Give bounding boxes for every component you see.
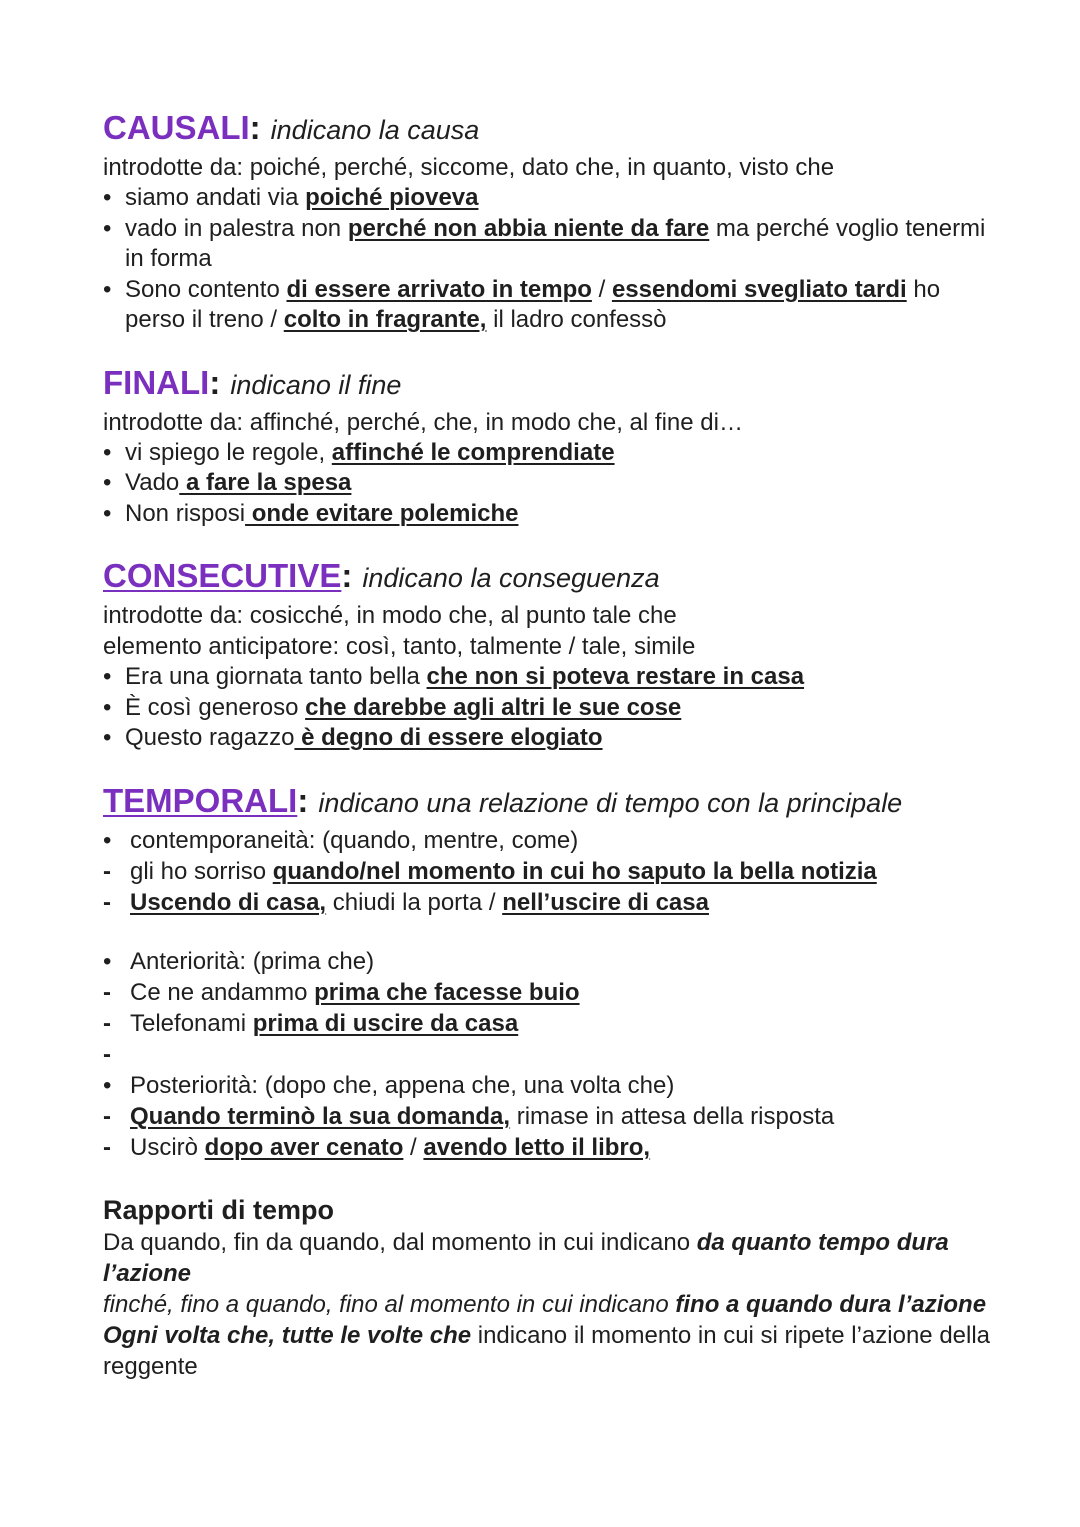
item-bold: nell’uscire di casa [502, 888, 709, 916]
item-bold: poiché pioveva [305, 184, 479, 211]
item-text: / [591, 275, 612, 303]
item-bold: Quando terminò la sua domanda, [130, 1102, 511, 1130]
dash-icon: - [103, 1102, 111, 1130]
item-text: Era una giornata tanto bella [125, 663, 427, 690]
causali-intro: introdotte da: poiché, perché, siccome, dato che, in quanto, visto che [103, 154, 835, 181]
finali-colon: : [209, 363, 221, 401]
item-bold: prima che facesse buio [314, 978, 580, 1006]
section-causali [103, 108, 1003, 336]
item-text: / [403, 1133, 424, 1161]
rapporti-title: Rapporti di tempo [103, 1194, 334, 1225]
causali-heading [103, 108, 1003, 152]
item-bold: di essere arrivato in tempo [286, 275, 592, 303]
bullet-icon: • [103, 214, 112, 242]
list-item [103, 693, 1003, 724]
list-item [103, 1132, 1003, 1163]
paragraph-bold: fino a quando dura l’azione [675, 1290, 987, 1318]
list-item [103, 1070, 1003, 1101]
item-bold: Uscendo di casa, [130, 888, 327, 916]
item-bold: dopo aver cenato [204, 1133, 404, 1161]
bullet-icon: • [103, 947, 112, 975]
bullet-icon: • [103, 724, 112, 751]
causali-subtitle: indicano la causa [270, 115, 480, 145]
consecutive-colon: : [341, 557, 353, 594]
section-rapporti [103, 1193, 1003, 1382]
item-text: il ladro confessò [486, 306, 667, 333]
item-text: ho perso il treno / [125, 275, 941, 333]
list-item [103, 499, 1003, 530]
item-text: contemporaneità: (quando, mentre, come) [130, 826, 579, 854]
item-text: rimase in attesa della risposta [510, 1102, 835, 1130]
list-item [103, 1039, 1003, 1070]
item-bold: colto in fragrante, [283, 306, 487, 333]
list-item [103, 825, 1003, 856]
finali-subtitle: indicano il fine [230, 369, 402, 400]
list-item [103, 1008, 1003, 1039]
item-text: Vado [125, 469, 180, 496]
section-finali [103, 363, 1003, 530]
item-bold: a fare la spesa [179, 469, 352, 496]
dash-icon: - [103, 1009, 111, 1037]
list-item [103, 723, 1003, 754]
consecutive-title: CONSECUTIVE [103, 557, 342, 594]
paragraph-bold: Ogni volta che, tutte le volte che [103, 1321, 472, 1349]
consecutive-heading [103, 556, 1003, 600]
item-text: Uscirò [130, 1133, 205, 1161]
consecutive-intro-2: elemento anticipatore: così, tanto, talmente / tale, simile [103, 633, 696, 660]
item-bold: perché non abbia niente da fare [347, 214, 710, 242]
temporali-heading [103, 781, 1003, 825]
item-text: Posteriorità: (dopo che, appena che, una volta che) [130, 1071, 675, 1099]
paragraph-text: indicano il momento in cui si ripete l’azione della reggente [103, 1321, 991, 1380]
section-consecutive [103, 556, 1003, 754]
item-text: Anteriorità: (prima che) [130, 947, 375, 975]
temporali-title: TEMPORALI [103, 781, 298, 819]
causali-title: CAUSALI [103, 109, 250, 146]
list-item [103, 887, 1003, 918]
finali-title: FINALI [103, 363, 210, 401]
finali-heading [103, 363, 1003, 407]
consecutive-subtitle: indicano la conseguenza [362, 563, 660, 593]
list-item [103, 1101, 1003, 1132]
list-item [103, 438, 1003, 469]
item-bold: che non si poteva restare in casa [426, 663, 805, 690]
paragraph-bold: da quanto tempo dura l’azione [103, 1228, 949, 1287]
item-text: vado in palestra non [125, 214, 348, 242]
finali-intro: introdotte da: affinché, perché, che, in modo che, al fine di… [103, 408, 743, 436]
bullet-icon: • [103, 663, 112, 690]
bullet-icon: • [103, 693, 112, 721]
item-bold: che darebbe agli altri le sue cose [305, 693, 682, 721]
item-bold: onde evitare polemiche [245, 499, 519, 527]
consecutive-intro: introdotte da: cosicché, in modo che, al punto tale che [103, 602, 677, 629]
rapporti-paragraph-1 [103, 1227, 1003, 1289]
item-text: È così generoso [125, 693, 306, 721]
item-text: ma perché voglio tenermi in forma [125, 214, 986, 272]
list-item [103, 214, 1003, 275]
item-bold: quando/nel momento in cui ho saputo la bella notizia [272, 857, 877, 885]
list-item [103, 275, 1003, 336]
item-bold: prima di uscire da casa [252, 1009, 519, 1037]
temporali-subtitle: indicano una relazione di tempo con la principale [318, 787, 903, 818]
section-temporali [103, 781, 1003, 1163]
item-bold: affinché le comprendiate [331, 438, 615, 466]
rapporti-paragraph-3 [103, 1320, 1003, 1382]
item-text: chiudi la porta / [326, 888, 503, 916]
bullet-icon: • [103, 184, 112, 211]
item-bold: è degno di essere elogiato [294, 724, 603, 751]
rapporti-paragraph-2 [103, 1289, 1003, 1320]
bullet-icon: • [103, 826, 112, 854]
item-text: vi spiego le regole, [125, 438, 332, 466]
bullet-icon: • [103, 438, 112, 466]
bullet-icon: • [103, 1071, 112, 1099]
dash-icon: - [103, 888, 111, 916]
paragraph-text: finché, fino a quando, fino al momento in cui indicano [103, 1290, 676, 1318]
item-text: Ce ne andammo [130, 978, 315, 1006]
item-bold: essendomi svegliato tardi [611, 275, 907, 303]
list-item [103, 468, 1003, 499]
list-item [103, 662, 1003, 693]
bullet-icon: • [103, 469, 112, 496]
list-item [103, 856, 1003, 887]
notes-page [103, 108, 1003, 1382]
list-item [103, 977, 1003, 1008]
item-text: siamo andati via [125, 184, 306, 211]
item-text: Sono contento [125, 275, 287, 303]
dash-icon: - [103, 1133, 111, 1161]
item-text: Questo ragazzo [125, 724, 295, 751]
dash-icon: - [103, 857, 111, 885]
dash-icon: - [103, 1040, 111, 1068]
causali-colon: : [249, 109, 261, 146]
paragraph-text: Da quando, fin da quando, dal momento in cui indicano [103, 1228, 697, 1256]
bullet-icon: • [103, 275, 112, 303]
temporali-colon: : [297, 781, 309, 819]
list-item [103, 946, 1003, 977]
item-text: Telefonami [130, 1009, 253, 1037]
list-item [103, 183, 1003, 214]
item-text: Non risposi [125, 499, 246, 527]
dash-icon: - [103, 978, 111, 1006]
item-text: gli ho sorriso [130, 857, 273, 885]
bullet-icon: • [103, 499, 112, 527]
item-bold: avendo letto il libro, [423, 1133, 651, 1161]
